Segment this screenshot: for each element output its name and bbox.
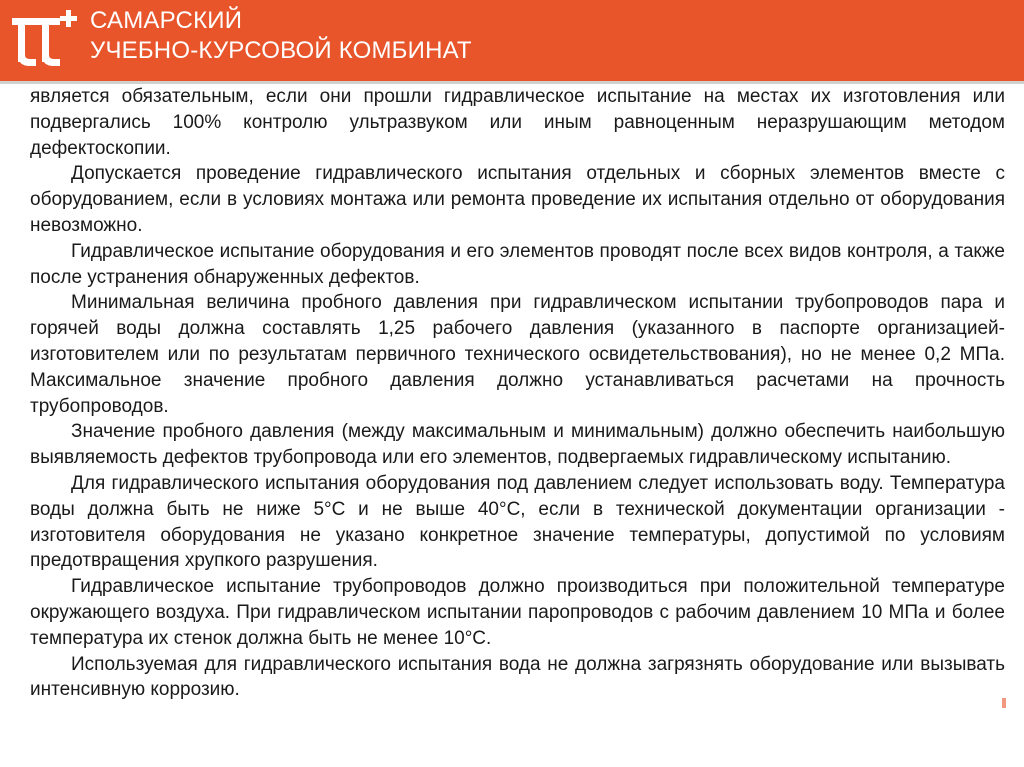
paragraph-5: Значение пробного давления (между максимальным и минимальным) должно обеспечить наибольшую выявляемость дефектов трубопровода или его элементов, подвергаемых гидравлическому испытанию. <box>30 421 1005 469</box>
paragraph-7: Гидравлическое испытание трубопроводов должно производиться при положительной температуре окружающего воздуха. При гидравлическом испытании паропроводов с рабочим давлением 10 МПа и более температура их стенок должна быть не менее 10°С. <box>30 576 1005 649</box>
header-bar <box>0 0 1024 84</box>
paragraph-2: Допускается проведение гидравлического испытания отдельных и сборных элементов вместе с оборудованием, если в условиях монтажа или ремонта проведение их испытания отдельно от оборудования невозможно. <box>30 163 1005 236</box>
tt-plus-logo-icon <box>12 6 78 72</box>
paragraph-8: Используемая для гидравлического испытания вода не должна загрязнять оборудование или вызывать интенсивную коррозию. <box>30 653 1005 701</box>
paragraph-6: Для гидравлического испытания оборудования под давлением следует использовать воду. Температура воды должна быть не ниже 5°С и не выше 40°С, если в технической документации организации - изготовителя оборудования не указано конкретное значение температуры, допустимой по условиям предотвращения хрупкого разрушения. <box>30 472 1005 572</box>
document-body <box>30 84 1005 703</box>
logo-line-1: САМАРСКИЙ <box>90 7 243 34</box>
logo-line-2: УЧЕБНО-КУРСОВОЙ КОМБИНАТ <box>90 37 472 64</box>
slide-edge-mark <box>1002 698 1006 708</box>
paragraph-1: является обязательным, если они прошли гидравлическое испытание на местах их изготовления или подвергались 100% контролю ультразвуком или иным равноценным неразрушающим методом дефектоскопии. <box>30 86 1005 159</box>
paragraph-4: Минимальная величина пробного давления при гидравлическом испытании трубопроводов пара и горячей воды должна составлять 1,25 рабочего давления (указанного в паспорте организацией-изготовителем или по результатам первичного технического освидетельствования), но не менее 0,2 МПа. Максимальное значение пробного давления должно устанавливаться расчетами на прочность трубопроводов. <box>30 292 1005 417</box>
logo-text <box>90 6 472 66</box>
paragraph-3: Гидравлическое испытание оборудования и его элементов проводят после всех видов контроля, а также после устранения обнаруженных дефектов. <box>30 240 1005 288</box>
